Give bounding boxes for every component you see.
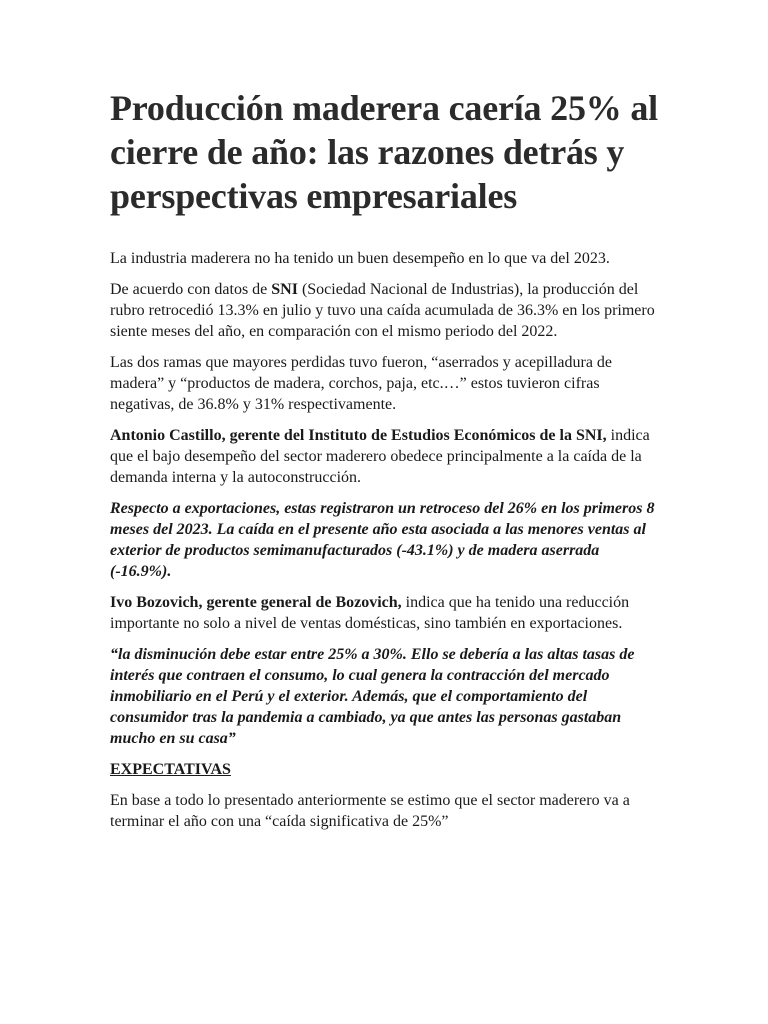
article-title: Producción maderera caería 25% al cierre de año: las razones detrás y perspectivas empresariales: [110, 88, 658, 216]
paragraph-quote: “la disminución debe estar entre 25% a 30%. Ello se debería a las altas tasas de interés que contraen el consumo, lo cual genera la contracción del mercado inmobiliario en el Perú y el exterior. Además, que el comportamiento del consumidor tras la pandemia a cambiado, ya que antes las personas gastaban mucho en su casa”: [110, 646, 635, 747]
paragraph-exports: Respecto a exportaciones, estas registraron un retroceso del 26% en los primeros 8 meses del 2023. La caída en el presente año esta asociada a las menores ventas al exterior de productos semimanufacturados (-43.1%) y de madera aserrada (-16.9%).: [110, 500, 655, 580]
castillo-name-bold: Antonio Castillo, gerente del Instituto de Estudios Económicos de la SNI,: [110, 427, 607, 444]
paragraph-sni-data: [110, 279, 660, 342]
section-heading-expectativas: EXPECTATIVAS: [110, 761, 231, 778]
paragraph-expectations: En base a todo lo presentado anteriormente se estimo que el sector maderero va a terminar el año con una “caída significativa de 25%”: [110, 792, 630, 830]
text-span: indica que ha tenido una reducción importante no solo a nivel de ventas domésticas, sino también en exportaciones.: [110, 594, 630, 632]
text-span: indica que el bajo desempeño del sector maderero obedece principalmente a la caída de la demanda interna y la autoconstrucción.: [110, 427, 650, 486]
article-body: [110, 86, 660, 842]
paragraph-castillo: [110, 425, 660, 488]
paragraph-intro: La industria maderera no ha tenido un buen desempeño en lo que va del 2023.: [110, 250, 610, 267]
paragraph-branches: Las dos ramas que mayores perdidas tuvo fueron, “aserrados y acepilladura de madera” y “productos de madera, corchos, paja, etc.…” estos tuvieron cifras negativas, de 36.8% y 31% respectivamente.: [110, 354, 613, 413]
bozovich-name-bold: Ivo Bozovich, gerente general de Bozovich,: [110, 594, 402, 611]
text-span: De acuerdo con datos de: [110, 281, 272, 298]
sni-bold-text: SNI: [271, 281, 298, 298]
paragraph-bozovich: [110, 592, 660, 634]
text-span: (Sociedad Nacional de Industrias), la producción del rubro retrocedió 13.3% en julio y tuvo una caída acumulada de 36.3% en los primero siente meses del año, en comparación con el mismo periodo del 2022.: [110, 281, 655, 340]
